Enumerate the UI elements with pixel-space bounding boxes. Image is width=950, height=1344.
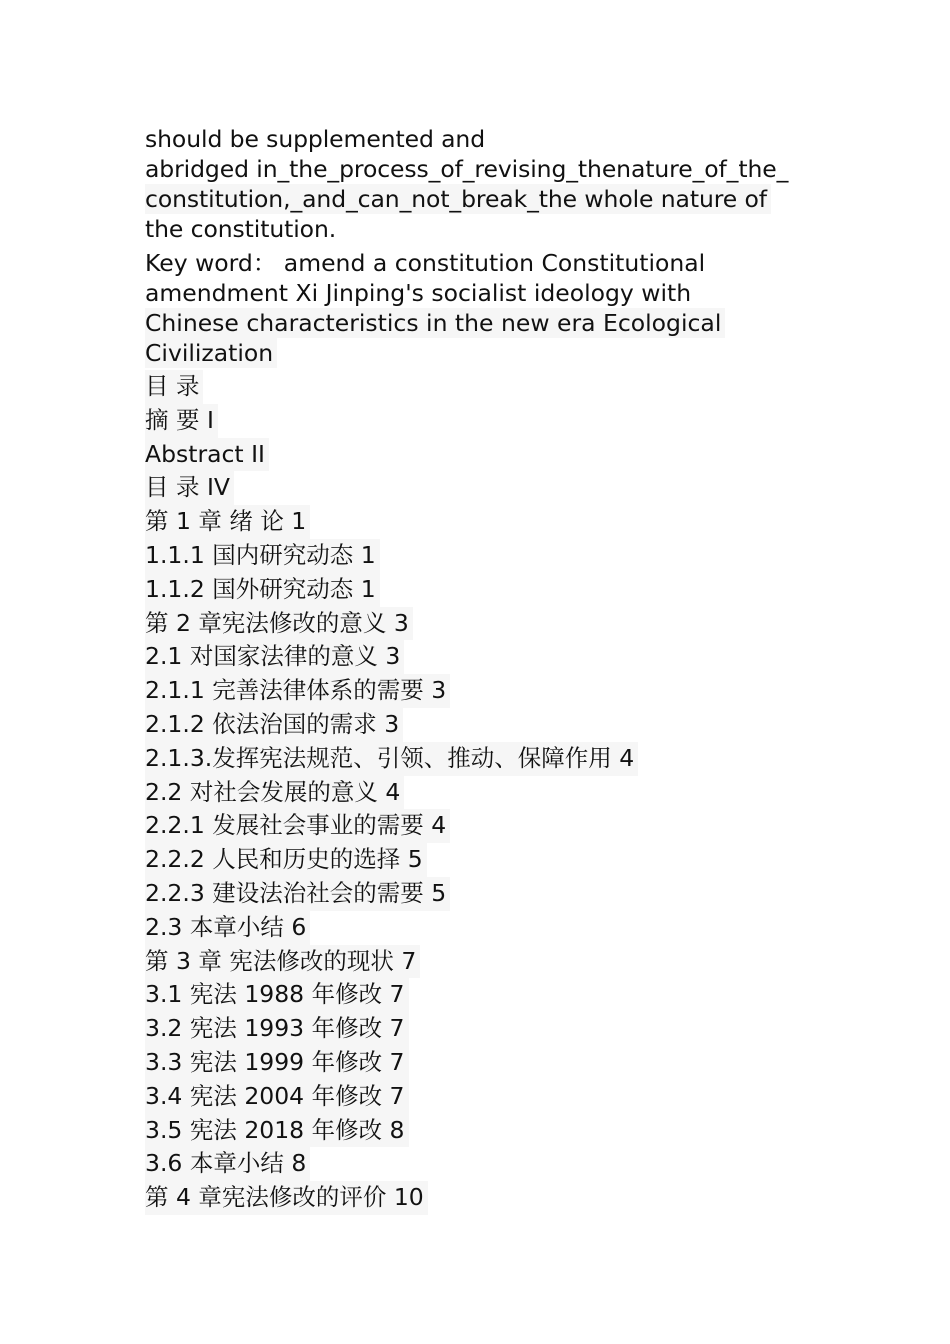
toc-heading: 目 录 (145, 370, 825, 404)
toc-entry: 3.4 宪法 2004 年修改 7 (145, 1080, 825, 1114)
toc-entry: 3.6 本章小结 8 (145, 1147, 825, 1181)
toc-entry: 2.3 本章小结 6 (145, 911, 825, 945)
toc-entry: 3.5 宪法 2018 年修改 8 (145, 1114, 825, 1148)
toc-entry: 2.2 对社会发展的意义 4 (145, 776, 825, 810)
toc-entry: 第 4 章宪法修改的评价 10 (145, 1181, 825, 1215)
toc-entry: 2.1.3.发挥宪法规范、引领、推动、保障作用 4 (145, 742, 825, 776)
toc-entry: 2.2.3 建设法治社会的需要 5 (145, 877, 825, 911)
toc-entry: 2.1.2 依法治国的需求 3 (145, 708, 825, 742)
keywords-line: Civilization (145, 338, 825, 368)
toc-entry: 2.2.1 发展社会事业的需要 4 (145, 809, 825, 843)
toc-entry: 目 录 IV (145, 471, 825, 505)
abstract-line: should be supplemented and (145, 125, 486, 153)
keywords-line: Chinese characteristics in the new era Ecological (145, 308, 825, 338)
toc-entry: 第 2 章宪法修改的意义 3 (145, 607, 825, 641)
toc-entry: 3.1 宪法 1988 年修改 7 (145, 978, 825, 1012)
toc-entry: 3.2 宪法 1993 年修改 7 (145, 1012, 825, 1046)
toc-entry: 1.1.2 国外研究动态 1 (145, 573, 825, 607)
keywords-paragraph (145, 248, 825, 368)
toc-entry: 第 1 章 绪 论 1 (145, 505, 825, 539)
toc-entry: 2.1.1 完善法律体系的需要 3 (145, 674, 825, 708)
toc-entry: Abstract II (145, 438, 825, 472)
toc-entry: 2.2.2 人民和历史的选择 5 (145, 843, 825, 877)
toc-entry: 1.1.1 国内研究动态 1 (145, 539, 825, 573)
toc-entry: 3.3 宪法 1999 年修改 7 (145, 1046, 825, 1080)
keywords-line: amendment Xi Jinping's socialist ideology with (145, 279, 692, 307)
table-of-contents (145, 370, 825, 1215)
abstract-line: abridged in_the_process_of_revising_thenature_of_the_ (145, 155, 789, 183)
toc-entry: 2.1 对国家法律的意义 3 (145, 640, 825, 674)
abstract-line: constitution,_and_can_not_break_the whole nature of (145, 184, 825, 214)
document-page (145, 124, 825, 1215)
keywords-line: Key word： amend a constitution Constitutional (145, 249, 706, 277)
abstract-paragraph (145, 124, 825, 244)
toc-entry: 第 3 章 宪法修改的现状 7 (145, 945, 825, 979)
abstract-line: the constitution. (145, 215, 337, 243)
toc-entry: 摘 要 I (145, 404, 825, 438)
